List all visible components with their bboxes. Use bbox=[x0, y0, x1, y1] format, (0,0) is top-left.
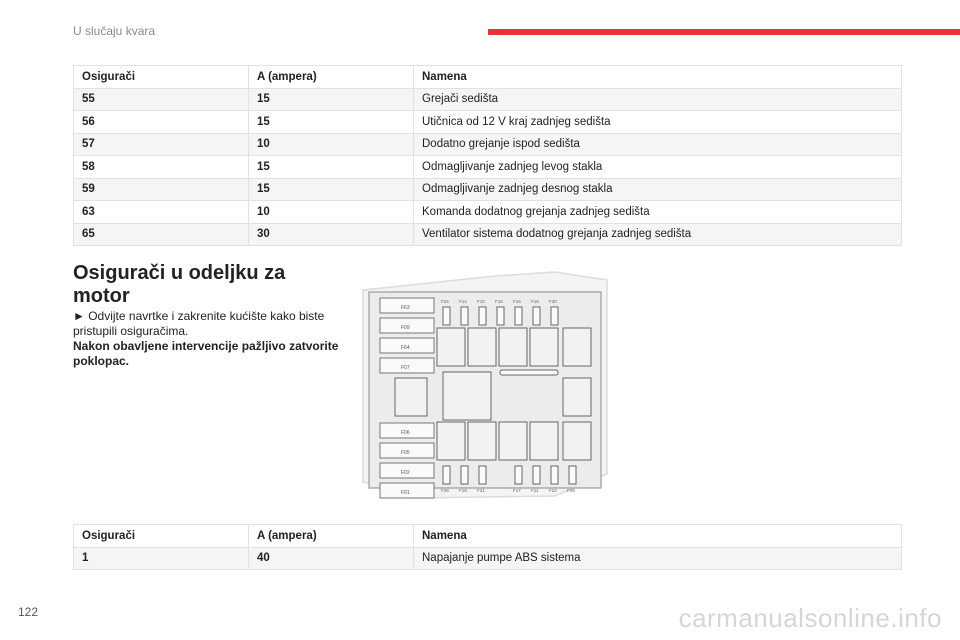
relay bbox=[563, 422, 591, 460]
fuse-label: F17 bbox=[513, 488, 521, 493]
fuse-purpose: Dodatno grejanje ispod sedišta bbox=[414, 133, 902, 156]
instructions bbox=[73, 309, 343, 369]
fuse-label: F02 bbox=[401, 470, 410, 476]
table-header-row bbox=[74, 525, 902, 548]
fuse-label: F16 bbox=[513, 299, 521, 304]
fuse-label: F29 bbox=[567, 488, 575, 493]
instruction-step: ► Odvijte navrtke i zakrenite kućište kako biste pristupili osiguračima. bbox=[73, 309, 325, 338]
table-row bbox=[74, 547, 902, 570]
column-header-amperage: A (ampera) bbox=[249, 66, 414, 89]
relay bbox=[563, 328, 591, 366]
table-row bbox=[74, 223, 902, 246]
fuse-number: 65 bbox=[74, 223, 249, 246]
fuse-purpose: Ventilator sistema dodatnog grejanja zadnjeg sedišta bbox=[414, 223, 902, 246]
fuse-amperage: 30 bbox=[249, 223, 414, 246]
slot bbox=[500, 370, 558, 375]
blade-fuse bbox=[479, 307, 486, 325]
fuse-label: F24 bbox=[441, 299, 449, 304]
fuse-table-2 bbox=[73, 524, 902, 570]
table-row bbox=[74, 88, 902, 111]
instruction-note: Nakon obavljene intervencije pažljivo zatvorite poklopac. bbox=[73, 339, 339, 368]
fuse-purpose: Utičnica od 12 V kraj zadnjeg sedišta bbox=[414, 111, 902, 134]
fuse-label: F09 bbox=[401, 325, 410, 331]
blade-fuse bbox=[515, 466, 522, 484]
blade-fuse bbox=[461, 307, 468, 325]
relay bbox=[437, 422, 465, 460]
top-relays bbox=[437, 328, 591, 366]
table-row bbox=[74, 156, 902, 179]
blade-fuse bbox=[479, 466, 486, 484]
fuse-amperage: 15 bbox=[249, 178, 414, 201]
fuse-label: F14 bbox=[459, 299, 467, 304]
fuse-amperage: 10 bbox=[249, 201, 414, 224]
fuse-number: 55 bbox=[74, 88, 249, 111]
fuse-number: 58 bbox=[74, 156, 249, 179]
fuse-label: F18 bbox=[531, 299, 539, 304]
bottom-relays bbox=[437, 422, 591, 460]
fuse-label: F22 bbox=[549, 488, 557, 493]
fuse-purpose: Komanda dodatnog grejanja zadnjeg sedišta bbox=[414, 201, 902, 224]
column-header-fuse: Osigurači bbox=[74, 66, 249, 89]
relay bbox=[437, 328, 465, 366]
fuse-number: 57 bbox=[74, 133, 249, 156]
table-header-row bbox=[74, 66, 902, 89]
fuse-amperage: 15 bbox=[249, 156, 414, 179]
blade-fuse bbox=[443, 466, 450, 484]
fuse-purpose: Napajanje pumpe ABS sistema bbox=[414, 547, 902, 570]
relay bbox=[499, 422, 527, 460]
fuse-label: F64 bbox=[401, 345, 410, 351]
fuse-label: F10 bbox=[477, 299, 485, 304]
blade-fuse bbox=[551, 307, 558, 325]
table-row bbox=[74, 133, 902, 156]
fuse-purpose: Grejači sedišta bbox=[414, 88, 902, 111]
blade-fuse bbox=[443, 307, 450, 325]
section-header: U slučaju kvara bbox=[73, 24, 156, 38]
fuse-label: F21 bbox=[477, 488, 485, 493]
fuse-label: F30 bbox=[549, 299, 557, 304]
fuse-number: 1 bbox=[74, 547, 249, 570]
section-title: Osigurači u odeljku za motor bbox=[73, 262, 286, 307]
table-row bbox=[74, 178, 902, 201]
column-header-amperage: A (ampera) bbox=[249, 525, 414, 548]
watermark: carmanualsonline.info bbox=[678, 603, 942, 633]
fuse-amperage: 10 bbox=[249, 133, 414, 156]
fuse-label: F05 bbox=[401, 450, 410, 456]
fuse-number: 63 bbox=[74, 201, 249, 224]
table-row bbox=[74, 201, 902, 224]
fuse-amperage: 40 bbox=[249, 547, 414, 570]
blade-fuse bbox=[533, 466, 540, 484]
table-row bbox=[74, 111, 902, 134]
fuse-purpose: Odmagljivanje zadnjeg desnog stakla bbox=[414, 178, 902, 201]
blade-fuse bbox=[551, 466, 558, 484]
fuse-label: F01 bbox=[401, 490, 410, 496]
fuse-amperage: 15 bbox=[249, 88, 414, 111]
blade-fuse bbox=[461, 466, 468, 484]
fuse-label: F06 bbox=[401, 430, 410, 436]
fuse-label: F63 bbox=[401, 305, 410, 311]
blade-fuse bbox=[533, 307, 540, 325]
fuse-amperage: 15 bbox=[249, 111, 414, 134]
column-header-purpose: Namena bbox=[414, 525, 902, 548]
relay bbox=[530, 328, 558, 366]
blade-fuse bbox=[569, 466, 576, 484]
fuse-number: 56 bbox=[74, 111, 249, 134]
maxi-fuse bbox=[443, 372, 491, 420]
fuse-label: F07 bbox=[401, 365, 410, 371]
relay bbox=[499, 328, 527, 366]
blade-fuse bbox=[515, 307, 522, 325]
fuse-label: F28 bbox=[441, 488, 449, 493]
relay bbox=[530, 422, 558, 460]
relay bbox=[468, 422, 496, 460]
fuse-number: 59 bbox=[74, 178, 249, 201]
relay bbox=[468, 328, 496, 366]
fuse-label: F19 bbox=[459, 488, 467, 493]
relay bbox=[395, 378, 427, 416]
fuse-table-1 bbox=[73, 65, 902, 246]
column-header-purpose: Namena bbox=[414, 66, 902, 89]
fuse-purpose: Odmagljivanje zadnjeg levog stakla bbox=[414, 156, 902, 179]
blade-fuse bbox=[497, 307, 504, 325]
column-header-fuse: Osigurači bbox=[74, 525, 249, 548]
header-accent-bar bbox=[488, 29, 960, 35]
fuse-box-diagram bbox=[355, 270, 615, 502]
page-number: 122 bbox=[18, 605, 39, 619]
fuse-label: F11 bbox=[531, 488, 539, 493]
relay bbox=[563, 378, 591, 416]
fuse-label: F15 bbox=[495, 299, 503, 304]
